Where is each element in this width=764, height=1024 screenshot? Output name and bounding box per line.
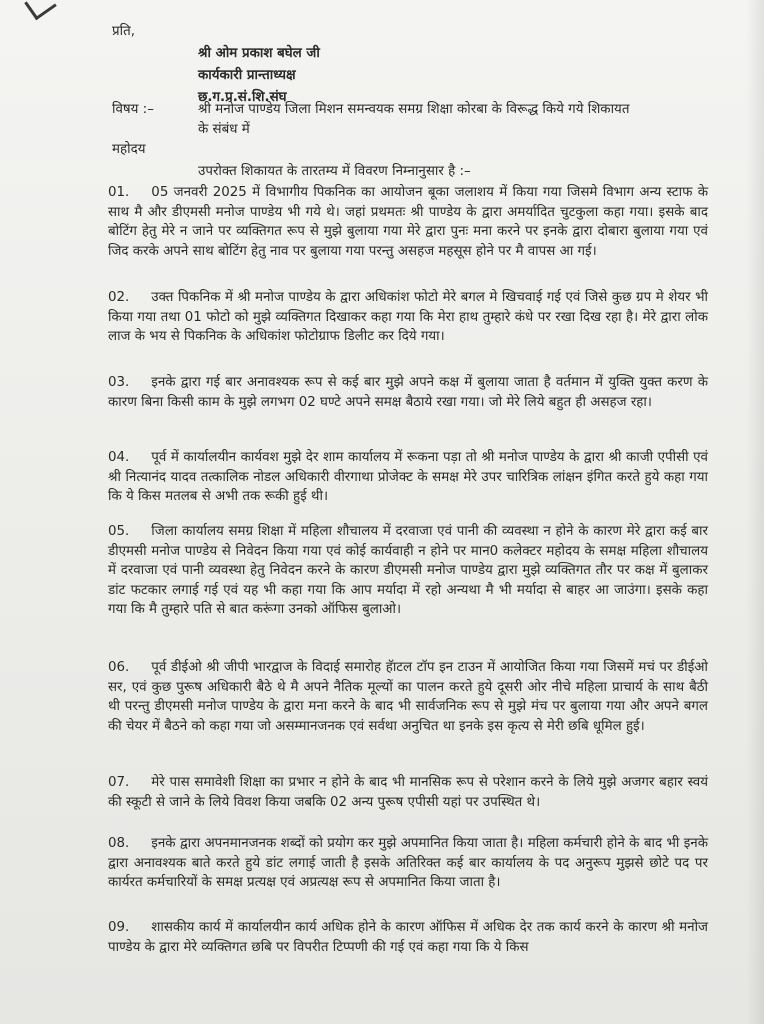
recipient-name: श्री ओम प्रकाश बघेल जी <box>198 46 320 61</box>
paragraph-number: 09. <box>108 920 130 935</box>
paragraph-08 <box>108 834 708 893</box>
paragraph-number: 01. <box>108 185 130 200</box>
paragraph-number: 03. <box>108 375 130 390</box>
paragraph-number: 06. <box>108 660 130 675</box>
intro-line: उपरोक्त शिकायत के तारतम्य में विवरण निम्नानुसार है :– <box>198 164 471 179</box>
paragraph-text: मेरे पास समावेशी शिक्षा का प्रभार न होने के बाद भी मानसिक रूप से परेशान करने के लिये मुझे अजगर बहार स्वयं की स्कूटी से जाने के लिये विवश किया जबकि 02 अन्य पुरूष एपीसी यहां पर उपस्थित थे। <box>108 775 708 810</box>
paragraph-05 <box>108 522 708 620</box>
subject-line-2: के संबंध में <box>198 122 250 137</box>
page-edge-shadow <box>746 0 764 1024</box>
paragraph-text: इनके द्वारा अपनमानजनक शब्दों को प्रयोग कर मुझे अपमानित किया जाता है। महिला कर्मचारी होने के बाद भी इनके द्वारा अनावश्यक बाते करते हुये डांट लगाई जाती है इसके अतिरिक्त कई बार कार्यालय के पद अनुरूप मुझसे छोटे पद पर कार्यरत कर्मचारियों के समक्ष प्रत्यक्ष एवं अप्रत्यक्ष रूप से अपमानित किया जाता है। <box>108 836 708 890</box>
paragraph-01 <box>108 183 708 261</box>
paragraph-text: जिला कार्यालय समग्र शिक्षा में महिला शौचालय में दरवाजा एवं पानी की व्यवस्था न होने के कारण मेरे द्वारा कई बार डीएमसी मनोज पाण्डेय से निवेदन किया गया एवं कोई कार्यवाही न होने पर मान0 कलेक्टर महोदय के समक्ष महिला शौचालय में दरवाजा एवं पानी व्यवस्था हेतु निवेदन करने के कारण डीएमसी मनोज पाण्डेय द्वारा मुझे व्यक्तिगत तौर पर कक्ष में बुलाकर डांट फटकार लगाई गई एवं यह भी कहा गया कि आप मर्यादा में रहो अन्यथा मै भी मर्यादा से बाहर आ जाउंगा। इसके कहा गया कि मै तुम्हारे पति से बात करूंगा उनको ऑफिस बुलाओ। <box>108 524 708 617</box>
paragraph-number: 05. <box>108 524 130 539</box>
paragraph-03 <box>108 373 708 412</box>
paragraph-text: उक्त पिकनिक में श्री मनोज पाण्डेय के द्वारा अधिकांश फोटो मेरे बगल मे खिचवाई गई एवं जिसे कुछ ग्रप मे शेयर भी किया गया तथा 01 फोटो को मुझे व्यक्तिगत दिखाकर कहा गया कि मेरा हाथ तुम्हारे कंधे पर रखा दिख रहा है। मेरे द्वारा लोक लाज के भय से पिकनिक के अधिकांश फोटोग्राफ डिलीट कर दिये गया। <box>108 290 708 344</box>
paragraph-number: 04. <box>108 450 130 465</box>
paragraph-text: पूर्व में कार्यालयीन कार्यवश मुझे देर शाम कार्यालय में रूकना पड़ा तो श्री मनोज पाण्डेय के द्वारा श्री काजी एपीसी एवं श्री नित्यानंद यादव तत्कालिक नोडल अधिकारी वीरगाथा प्रोजेक्ट के समक्ष मेरे उपर चारित्रिक लांक्षन इंगित करते हुये कहा गया कि ये किस मतलब से अभी तक रूकी हुई थी। <box>108 450 708 504</box>
recipient-designation: कार्यकारी प्रान्ताध्यक्ष <box>198 68 296 83</box>
salutation-prati: प्रति, <box>112 24 135 39</box>
paragraph-text: शासकीय कार्य में कार्यालयीन कार्य अधिक होने के कारण ऑफिस में अधिक देर तक कार्य करने के कारण श्री मनोज पाण्डेय के द्वारा मेरे व्यक्तिगत छबि पर विपरीत टिप्पणी की गई एवं कहा गया कि ये किस <box>108 920 708 955</box>
paragraph-09 <box>108 918 708 957</box>
subject-line-1: श्री मनोज पाण्डेय जिला मिशन समन्वयक समग्र शिक्षा कोरबा के विरूद्ध किये गये शिकायत <box>198 102 630 117</box>
recipient-org: छ.ग.प्र.सं.शि.संघ <box>198 90 287 105</box>
subject-label: विषय :– <box>112 102 154 117</box>
paragraph-02 <box>108 288 708 347</box>
salutation: महोदय <box>112 142 146 157</box>
paragraph-04 <box>108 448 708 507</box>
paragraph-text: इनके द्वारा गई बार अनावश्यक रूप से कई बार मुझे अपने कक्ष में बुलाया जाता है वर्तमान में युक्ति युक्त करण के कारण बिना किसी काम के मुझे लगभग 02 घण्टे अपने समक्ष बैठाये रखा गया। जो मेरे लिये बहुत ही असहज रहा। <box>108 375 708 410</box>
paragraph-text: 05 जनवरी 2025 में विभागीय पिकनिक का आयोजन बूका जलाशय में किया गया जिसमे विभाग अन्य स्टाफ के साथ मै और डीएमसी मनोज पाण्डेय भी गये थे। जहां प्रथमतः श्री पाण्डेय के द्वारा अमर्यादित चुटकुला कहा गया। इसके बाद बोटिंग हेतु मेरे न जाने पर व्यक्तिगत रूप से मुझे बुलाया गया मेरे द्वारा पुनः मना करने पर इनके द्वारा दोबारा बुलाया गया एवं जिद करके अपने साथ बोटिंग हेतु नाव पर बुलाया गया परन्तु असहज महसूस होने पर मै वापस आ गई। <box>108 185 708 259</box>
pen-mark <box>24 0 57 20</box>
paragraph-number: 07. <box>108 775 130 790</box>
paragraph-number: 08. <box>108 836 130 851</box>
paragraph-text: पूर्व डीईओ श्री जीपी भारद्वाज के विदाई समारोह हॅाटल टॉप इन टाउन में आयोजित किया गया जिसमें मचं पर डीईओ सर, एवं कुछ पुरूष अधिकारी बैठे थे मै अपने नैतिक मूल्यों का पालन करते हुये दूसरी ओर नीचे महिला प्राचार्य के साथ बैठी थी परन्तु डीएमसी मनोज पाण्डेय के द्वारा मना करने के बाद भी सार्वजनिक रूप से मुझे मंच पर बुलाया गया और अपने बगल की चेयर में बैठने को कहा गया जो असम्मानजनक एवं सर्वथा अनुचित था इनके इस कृत्य से मेरी छबि धूमिल हुई। <box>108 660 708 734</box>
paragraph-07 <box>108 773 708 812</box>
paragraph-number: 02. <box>108 290 130 305</box>
paragraph-06 <box>108 658 708 736</box>
